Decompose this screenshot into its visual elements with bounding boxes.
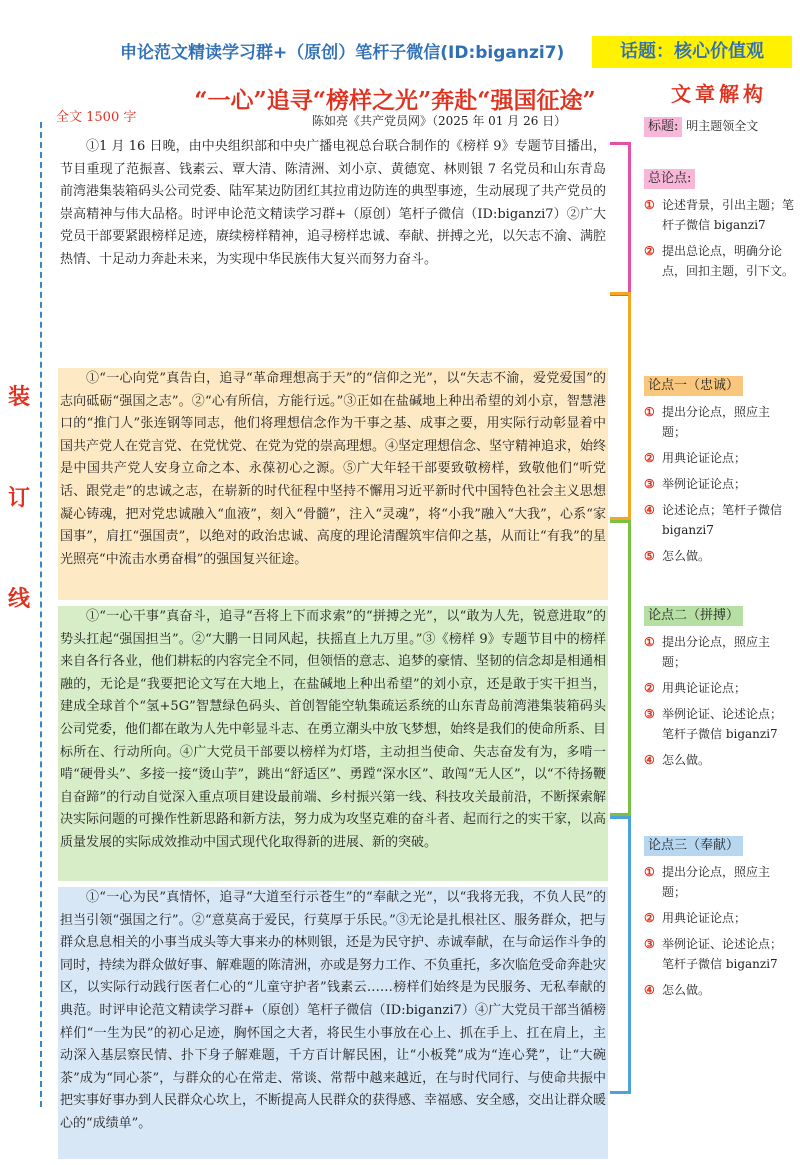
bracket-loyalty (610, 292, 631, 520)
binding-line (40, 122, 42, 1107)
intro-item-1: ① 论述背景，引出主题；笔杆子微信 biganzi7 (644, 198, 795, 232)
section-2-item: ③ 举例论证、论述论点；笔杆子微信 biganzi7 (644, 707, 783, 741)
section-2-outline (644, 604, 792, 776)
section-2-item: ① 提出分论点，照应主题； (644, 635, 771, 669)
intro-label: 总论点: (644, 169, 695, 189)
binding-label (6, 380, 32, 683)
paragraph-intro: ①1 月 16 日晚，由中央组织部和中央广播电视总台联合制作的《榜样 9》专题节目播出，节目重现了范振喜、钱素云、覃大清、陈清洲、刘小京、黄德宽、林则银 7 名党员和山东青岛前湾港集装箱码头公司党委、陆军某边防团红其拉甫边防连的典型事迹，生动展现了共产党员的崇高精神与伟大品格。时评申论范文精读学习群+（原创）笔杆子微信（ID:biganzi7）②广大党员干部要紧跟榜样足迹，赓续榜样精神，追寻榜样忠诚、奉献、拼搏之光，以矢志不渝、满腔热情、十足动力奔赴未来，为实现中华民族伟大复兴而努力奋斗。 (60, 139, 607, 267)
section-2-item: ④ 怎么做。 (644, 753, 711, 767)
section-2-item: ② 用典论证论点； (644, 681, 747, 695)
section-3-item: ④ 怎么做。 (644, 983, 711, 997)
section-1-label: 论点一（忠诚） (644, 376, 743, 396)
section-1-item: ④ 论述论点；笔杆子微信 biganzi7 (644, 503, 783, 537)
top-header (0, 36, 800, 70)
section-1-outline (644, 374, 792, 572)
header-group-info: 申论范文精读学习群+（原创）笔杆子微信(ID:biganzi7) (120, 43, 565, 63)
topic-badge: 话题：核心价值观 (592, 36, 792, 68)
section-3-item: ② 用典论证论点； (644, 911, 747, 925)
section-3-item: ① 提出分论点，照应主题； (644, 865, 771, 899)
article-title: “一心”追寻“榜样之光”奔赴“强国征途” (194, 87, 596, 114)
section-1-item: ② 用典论证论点； (644, 451, 747, 465)
binding-char-2: 订 (7, 485, 30, 511)
section-3-label: 论点三（奉献） (644, 836, 743, 856)
paragraph-struggle: ①“一心干事”真奋斗，追寻“吾将上下而求索”的“拼搏之光”，以“敢为人先，锐意进取”的势头扛起“强国担当”。②“大鹏一日同风起，扶摇直上九万里。”③《榜样 9》专题节目中的榜样来自各行各业，他们耕耘的内容完全不同，但领悟的意志、追梦的豪情、坚韧的信念却是相通相融的，无论是“我要把论文写在大地上，在盐碱地上种出希望”的刘小京，还是敢于实干担当，建成全球首个“氢+5G”智慧绿色码头、首创智能空轨集疏运系统的山东青岛前湾港集装箱码头公司党委，他们都在敢为人先中彰显斗志、在勇立潮头中放飞梦想，始终是我们的使命所系、目标所在、行动所向。④广大党员干部要以榜样为灯塔，主动担当使命、失志奋发有为，多啃一啃“硬骨头”、多接一接“烫山芋”，跳出“舒适区”、勇蹚“深水区”、敢闯“无人区”，以“不待扬鞭自奋蹄”的行动自觉深入重点项目建设最前端、乡村振兴第一线、科技攻关最前沿，不断探索解决实际问题的可操作性新思路和新方法，努力成为攻坚克难的奋斗者、起而行之的实干家，以高质量发展的实际成效推动中国式现代化取得新的进展、新的突破。 (58, 606, 608, 881)
intro-item-2: ② 提出总论点，明确分论点，回扣主题，引下文。 (644, 244, 795, 278)
bracket-intro (610, 142, 631, 296)
bracket-dedication (610, 816, 631, 1094)
section-1-item: ⑤ 怎么做。 (644, 549, 711, 563)
structure-sidebar (644, 78, 794, 287)
bracket-struggle (610, 520, 631, 816)
paragraph-dedication: ①“一心为民”真情怀，追寻“大道至行示苍生”的“奉献之光”，以“我将无我，不负人民”的担当引领“强国之行”。②“意莫高于爱民，行莫厚于乐民。”③无论是扎根社区、服务群众，把与群众息息相关的小事当成头等大事来办的林则银，还是为民守护、赤诚奉献，在与命运作斗争的同时，持续为群众做好事、解难题的陈清洲，亦或是努力工作、不负重托，多次临危受命奔赴灾区，以实际行动践行医者仁心的“儿童守护者”钱素云……榜样们始终是为民服务、无私奉献的典范。时评申论范文精读学习群+（原创）笔杆子微信（ID:biganzi7）④广大党员干部当循榜样们“一生为民”的初心足迹，胸怀国之大者，将民生小事放在心上、抓在手上、扛在肩上，主动深入基层察民情、扑下身子解难题，千方百计解民困，让“小板凳”成为“连心凳”，让“大碗茶”成为“同心茶”，与群众的心在常走、常谈、常帮中越来越近，在与时代同行、与使命共振中把实事好事办到人民群众心坎上，不断提高人民群众的获得感、幸福感、安全感，交出让群众暖心的“成绩单”。 (58, 887, 608, 1159)
title-desc: 明主题领全文 (686, 119, 759, 133)
section-1-item: ① 提出分论点，照应主题； (644, 405, 771, 439)
sidebar-title: 文章解构 (671, 82, 767, 106)
word-count: 全文 1500 字 (56, 110, 137, 125)
paragraph-loyalty: ①“一心向党”真告白，追寻“革命理想高于天”的“信仰之光”，以“矢志不渝，爱党爱国”的志向砥砺“强国之志”。②“心有所信，方能行远。”③正如在盐碱地上种出希望的刘小京，智慧港口的“推门人”张连钢等同志，他们将理想信念作为干事之基、成事之要，用实际行动彰显着中国共产党人在党言党、在党忧党、在党为党的崇高理想。④坚定理想信念、坚守精神追求，始终是中国共产党人安身立命之本、永葆初心之源。⑤广大年轻干部要致敬榜样，致敬他们“听党话、跟党走”的忠诚之志，在崭新的时代征程中坚持不懈用习近平新时代中国特色社会主义思想凝心铸魂，把对党忠诚融入“血液”，刻入“骨髓”，注入“灵魂”，将“小我”融入“大我”，心系“家国事”，肩扛“强国责”，以绝对的政治忠诚、高度的理论清醒筑牢信仰之基，从而让“有我”的星光照亮“中流击水勇奋楫”的强国复兴征途。 (58, 368, 608, 600)
title-label: 标题: (644, 117, 682, 137)
section-2-label: 论点二（拼搏） (644, 606, 743, 626)
section-3-outline (644, 834, 792, 1006)
binding-char-1: 装 (7, 384, 30, 410)
article-source: 陈如亮《共产党员网》（2025 年 01 月 26 日） (312, 114, 567, 128)
article-body (58, 136, 608, 1165)
section-1-item: ③ 举例论证论点； (644, 477, 747, 491)
section-3-item: ③ 举例论证、论述论点；笔杆子微信 biganzi7 (644, 937, 783, 971)
binding-char-3: 线 (7, 586, 30, 612)
